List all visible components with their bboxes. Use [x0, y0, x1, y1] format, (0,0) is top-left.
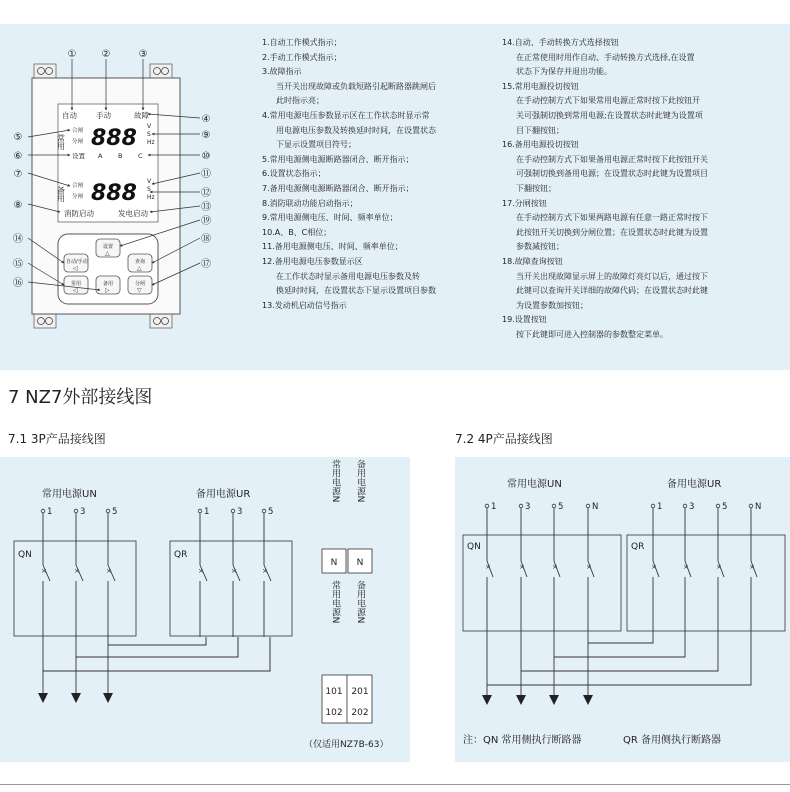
svg-text:×: ×: [74, 567, 80, 575]
description-line: 1.自动工作模式指示；: [262, 38, 342, 47]
description-line: 下翻按钮；: [516, 183, 556, 193]
description-line: 此按钮开关切换到分闸位置；在设置状态时此键为设置: [516, 227, 708, 237]
description-line: 19.设置按钮: [502, 315, 547, 325]
common-unit-s: S: [147, 131, 151, 138]
backup-open-label: 分闸: [72, 194, 84, 200]
backup-close-label: 合闸: [72, 183, 84, 189]
callout-16: ⑯: [13, 278, 23, 289]
controller-figure: [0, 24, 230, 370]
qn-label: QN: [18, 550, 32, 560]
description-line: 在手动控制方式下如果备用电源正常时按下此按钮开关: [516, 154, 708, 164]
phase-a: A: [98, 152, 103, 160]
generator-start-indicator: 发电启动: [118, 209, 148, 218]
description-left: [262, 36, 436, 313]
description-line: 为设置参数加按钮；: [516, 300, 588, 310]
section-title: 7 NZ7外部接线图: [8, 387, 153, 408]
ur-terminal-1: 1: [204, 507, 210, 517]
callout-18: ⑱: [201, 234, 211, 245]
common-close-label: 合闸: [72, 128, 84, 134]
callout-17: ⑰: [201, 259, 211, 270]
terminal-102: 102: [325, 708, 343, 718]
description-line: 在工作状态时显示备用电源电压参数及转: [276, 271, 420, 281]
description-line: 在手动控制方式下如果两路电源有任意一路正常时按下: [516, 213, 708, 223]
phase-c: C: [138, 152, 143, 160]
description-line: 用电源电压参数及转换延时时间，在设置状态: [276, 125, 436, 135]
description-line: 此时指示亮；: [276, 96, 324, 106]
fault-indicator: 故障: [134, 111, 149, 120]
description-line: 18.故障查询按钮: [502, 256, 563, 266]
description-line: 目下翻按钮；: [516, 125, 564, 135]
svg-text:×: ×: [198, 567, 204, 575]
n-col-common-1: 常用电源N: [330, 459, 340, 503]
description-line: 12.备用电源电压参数显示区: [262, 256, 363, 266]
ur4-terminal-5: 5: [722, 502, 728, 512]
callout-13: ⑬: [201, 202, 211, 213]
subtitle-3p: 7.1 3P产品接线图: [8, 432, 106, 446]
description-line: 11.备用电源侧电压、时间、频率单位；: [262, 242, 403, 252]
qr-label: QR: [174, 550, 188, 560]
common-open-label: 分闸: [72, 139, 84, 145]
phase-b: B: [118, 152, 123, 160]
description-right: [502, 36, 708, 342]
callout-2: ②: [101, 49, 111, 60]
un4-terminal-n: N: [592, 502, 599, 512]
svg-text:×: ×: [106, 567, 112, 575]
description-line: 14.自动、手动转换方式选择按钮: [502, 38, 619, 47]
qn-breaker-box: [14, 541, 136, 636]
description-line: 4.常用电源电压参数显示区在工作状态时显示常: [262, 110, 430, 120]
svg-text:×: ×: [262, 567, 268, 575]
callout-9: ⑨: [201, 130, 211, 141]
description-line: 当开关出现故障或负载短路引起断路器跳闸后: [276, 81, 436, 91]
backup-unit-s: S: [147, 186, 151, 193]
description-line: 10.A、B、C相位；: [262, 227, 332, 237]
callout-7: ⑦: [13, 169, 23, 180]
wiring-3p-diagram: [0, 457, 410, 762]
svg-text:×: ×: [552, 563, 558, 571]
un4-terminal-5: 5: [558, 502, 564, 512]
setting-button-label: 设置: [103, 244, 114, 250]
description-line: 6.设置状态指示；: [262, 169, 326, 179]
svg-text:×: ×: [749, 563, 755, 571]
un-terminal-1: 1: [47, 507, 53, 517]
description-line: 在手动控制方式下如果常用电源正常时按下此按钮开: [516, 96, 700, 106]
qr-label-4p: QR: [631, 542, 645, 552]
subtitle-4p: 7.2 4P产品接线图: [455, 432, 553, 446]
description-line: 8.消防联动功能启动指示；: [262, 198, 358, 208]
description-line: 此键可以查询开关详细的故障代码；在设置状态时此键: [516, 286, 708, 296]
svg-text:×: ×: [716, 563, 722, 571]
up-arrow-icon-2: △: [137, 265, 142, 272]
terminal-202: 202: [351, 708, 369, 718]
left-arrow-icon: ◁: [73, 265, 78, 272]
right-arrow-icon: ▷: [105, 287, 110, 294]
qn-label-4p: QN: [467, 542, 481, 552]
un-terminal-3: 3: [80, 507, 86, 517]
description-line: 按下此键即可进入控制器的参数整定菜单。: [516, 329, 668, 339]
un-label: 常用电源UN: [42, 489, 97, 500]
auto-indicator: 自动: [62, 111, 77, 120]
description-line: 17.分闸按钮: [502, 198, 547, 208]
common-unit-v: V: [147, 123, 152, 130]
common-button-label: 常用: [71, 281, 82, 287]
description-line: 可强制切换到备用电源；在设置状态时此键为设置项目: [516, 169, 708, 179]
ur4-terminal-3: 3: [689, 502, 695, 512]
n-box-common-label: N: [330, 558, 338, 568]
ur-terminal-5: 5: [268, 507, 274, 517]
description-line: 2.手动工作模式指示；: [262, 52, 342, 62]
ur-label: 备用电源UR: [196, 489, 251, 500]
callout-1: ①: [67, 49, 77, 60]
description-line: 下显示设置项目符号；: [276, 140, 356, 150]
left-arrow-icon-2: ◁: [73, 287, 78, 294]
n-col-common-2: 常用电源N: [330, 580, 340, 624]
description-line: 当开关出现故障显示屏上的故障灯亮灯以后，通过按下: [516, 271, 708, 281]
n-col-backup-2: 备用电源N: [355, 580, 365, 624]
ur-terminal-3: 3: [237, 507, 243, 517]
description-line: 5.常用电源侧电源断路器闭合、断开指示；: [262, 154, 414, 164]
description-line: 参数减按钮；: [516, 242, 564, 252]
terminal-201: 201: [351, 687, 369, 697]
callout-4: ④: [201, 114, 211, 125]
callout-3: ③: [138, 49, 148, 60]
un4-terminal-3: 3: [525, 502, 531, 512]
description-line: 在正常使用时用作自动、手动转换方式选择,在设置: [516, 52, 695, 62]
callout-5: ⑤: [13, 132, 23, 143]
backup-digits: 888: [91, 181, 137, 206]
common-label: 常用: [56, 134, 66, 150]
un4-terminal-1: 1: [491, 502, 497, 512]
setting-indicator: 设置: [72, 152, 85, 160]
common-unit-hz: Hz: [147, 139, 155, 146]
svg-text:×: ×: [683, 563, 689, 571]
un-terminal-5: 5: [112, 507, 118, 517]
qr-note: QR 备用侧执行断路器: [623, 735, 721, 746]
svg-text:×: ×: [231, 567, 237, 575]
nz7b-note: （仅适用NZ7B-63）: [304, 740, 389, 750]
description-line: 9.常用电源侧电压、时间、频率单位；: [262, 213, 398, 223]
description-line: 状态下为保存并退出功能。: [516, 67, 612, 77]
backup-unit-v: V: [147, 178, 152, 185]
qr-breaker-box-4p: [627, 535, 785, 631]
callout-12: ⑫: [201, 188, 211, 199]
svg-text:×: ×: [519, 563, 525, 571]
callout-14: ⑭: [13, 234, 23, 245]
query-button-label: 查询: [135, 259, 146, 265]
qn-note: 注：QN 常用侧执行断路器: [463, 735, 582, 746]
backup-button-label: 备用: [103, 281, 114, 287]
qr-breaker-box: [170, 541, 292, 636]
callout-6: ⑥: [13, 151, 23, 162]
fire-start-indicator: 消防启动: [64, 209, 94, 218]
wiring-4p-diagram: [455, 457, 790, 762]
terminal-101: 101: [325, 687, 343, 697]
callout-11: ⑪: [201, 169, 211, 180]
open-button-label: 分闸: [135, 281, 146, 287]
description-line: 15.常用电源投切按钮: [502, 81, 579, 91]
svg-text:×: ×: [41, 567, 47, 575]
svg-text:×: ×: [586, 563, 592, 571]
callout-15: ⑮: [13, 259, 23, 270]
backup-unit-hz: Hz: [147, 194, 155, 201]
description-line: 关可强制切换到常用电源;在设置状态时此键为设置项: [516, 110, 703, 120]
callout-10: ⑩: [201, 151, 211, 162]
description-line: 13.发动机启动信号指示: [262, 300, 347, 310]
description-line: 7.备用电源侧电源断路器闭合、断开指示；: [262, 183, 414, 193]
callout-19: ⑲: [201, 216, 211, 227]
common-digits: 888: [91, 126, 137, 151]
bottom-divider: [0, 784, 790, 785]
description-line: 换延时时间，在设置状态下显示设置项目参数: [276, 286, 436, 296]
svg-text:×: ×: [485, 563, 491, 571]
ur-label-4p: 备用电源UR: [667, 479, 722, 490]
auto-manual-label: 自动/手动: [66, 259, 88, 265]
un-label-4p: 常用电源UN: [507, 479, 562, 490]
svg-text:×: ×: [651, 563, 657, 571]
ur4-terminal-1: 1: [657, 502, 663, 512]
backup-label: 备用: [56, 186, 66, 202]
up-arrow-icon: △: [105, 250, 110, 257]
down-arrow-icon: ▽: [137, 287, 142, 294]
n-col-backup-1: 备用电源N: [355, 459, 365, 503]
n-box-backup-label: N: [356, 558, 364, 568]
description-line: 16.备用电源投切按钮: [502, 140, 579, 150]
ur4-terminal-n: N: [755, 502, 762, 512]
description-line: 3.故障指示: [262, 67, 302, 77]
callout-8: ⑧: [13, 200, 23, 211]
manual-indicator: 手动: [96, 111, 111, 120]
